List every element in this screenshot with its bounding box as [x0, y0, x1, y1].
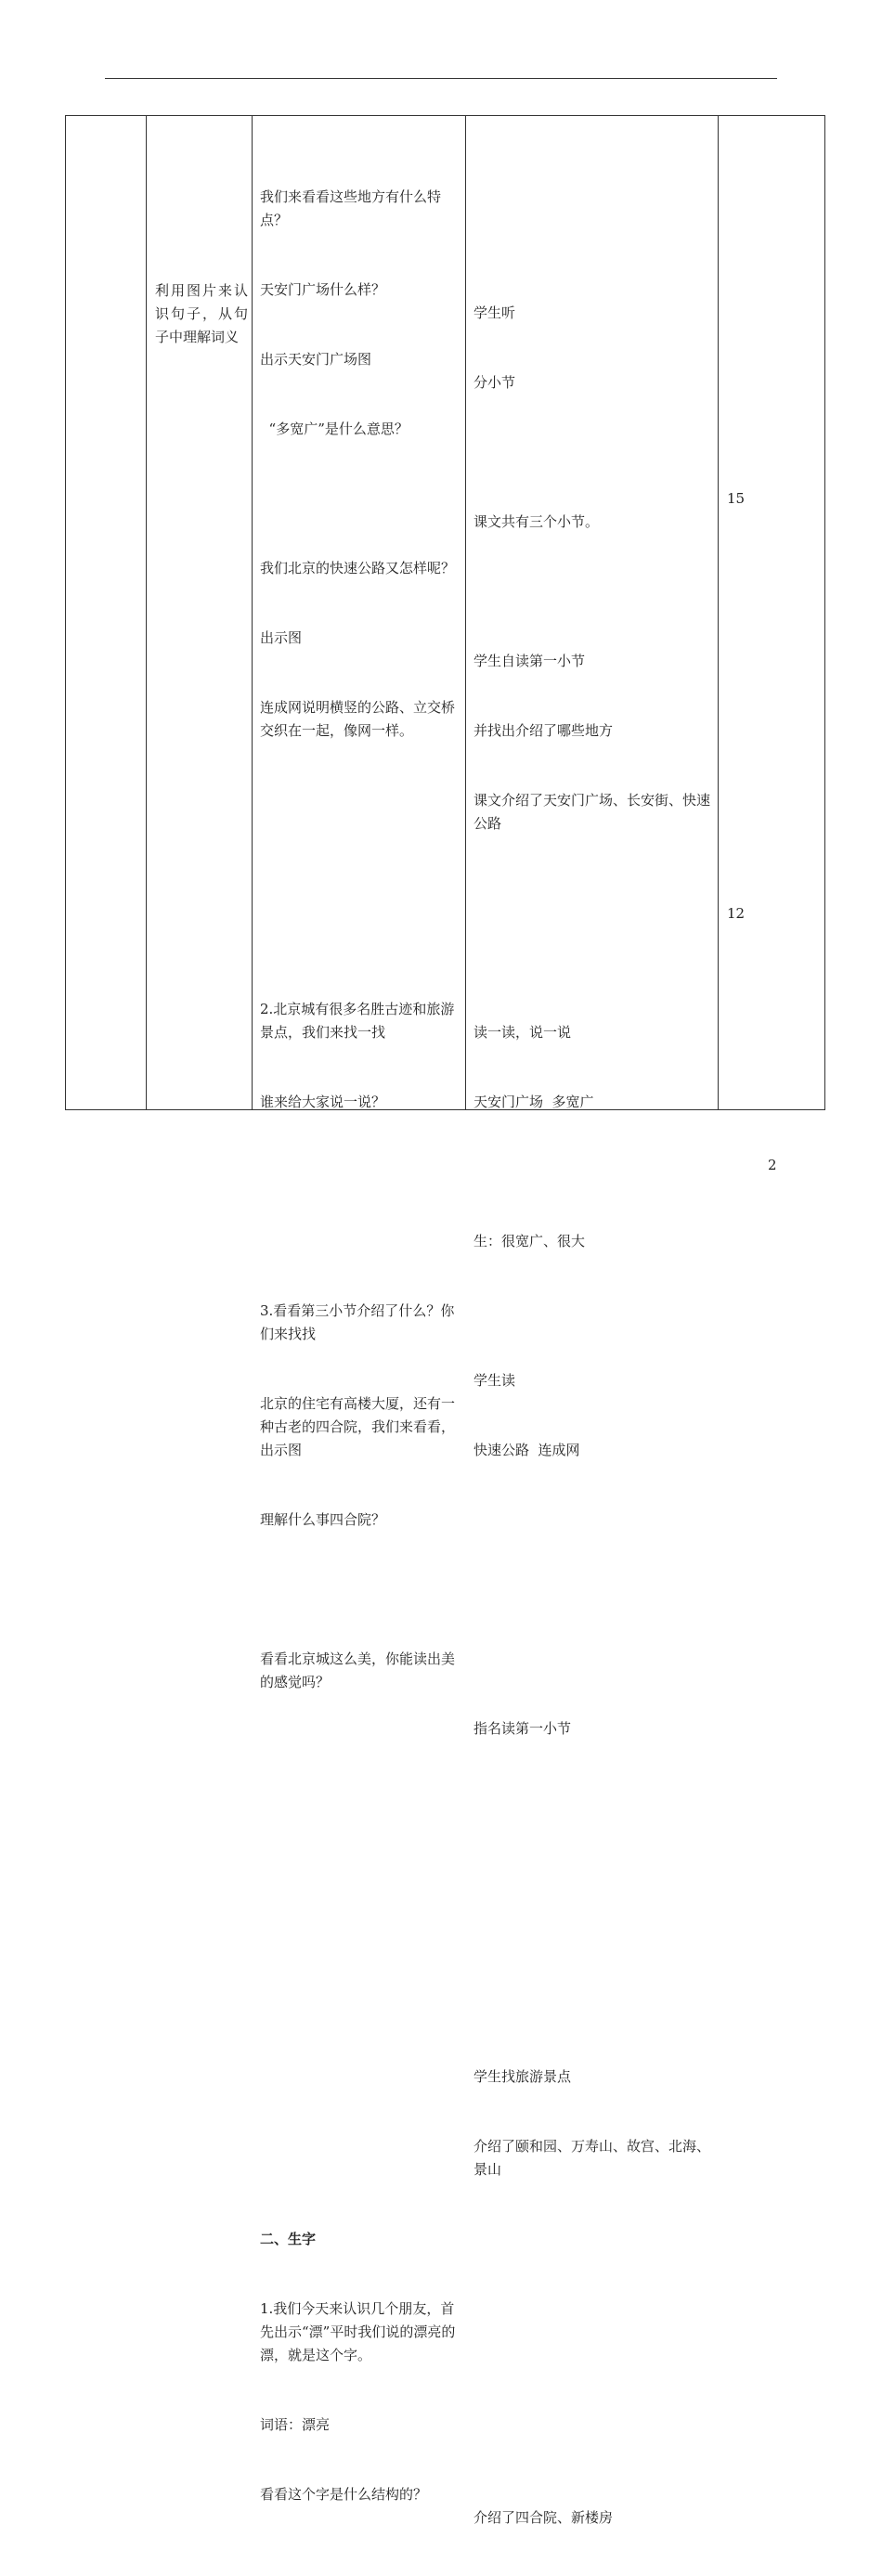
student-line: [473, 1648, 717, 1671]
teacher-line: [260, 1949, 459, 1973]
teacher-line: 北京的住宅有高楼大厦，还有一种古老的四合院，我们来看看，出示图: [260, 1395, 456, 1458]
student-line: [473, 1996, 717, 2019]
teacher-line: [260, 859, 459, 882]
minutes-value: 12: [727, 905, 746, 922]
minutes-value: 15: [727, 490, 746, 507]
teacher-line: 理解什么事四合院？: [260, 1511, 386, 1528]
student-line: 学生听: [473, 304, 516, 321]
teacher-line: [260, 487, 459, 511]
student-line: [473, 580, 717, 603]
teacher-activity-cell: [260, 139, 459, 2553]
teacher-line: [260, 2158, 459, 2181]
student-activity-cell: [473, 255, 717, 2576]
teacher-line: 出示图: [260, 629, 303, 646]
teacher-line: 3.看看第三小节介绍了什么？你们来找找: [260, 1302, 455, 1342]
teacher-line: 天安门广场什么样？: [260, 281, 386, 298]
teacher-line: [260, 1578, 459, 1601]
column-divider: [465, 116, 466, 1109]
teacher-line: “多宽广”是什么意思？: [260, 421, 409, 437]
student-line: [473, 882, 717, 905]
student-line: [473, 1160, 717, 1184]
student-line: 学生找旅游景点: [473, 2068, 572, 2085]
column-divider: [146, 116, 147, 1109]
student-line: 天安门广场 多宽广: [473, 1094, 594, 1110]
column-divider: [718, 116, 719, 1109]
teacher-line: 我们北京的快速公路又怎样呢？: [260, 560, 456, 576]
teacher-line: [260, 2019, 459, 2042]
student-line: 学生读: [473, 1372, 516, 1389]
teacher-line: 看看这个字是什么结构的？: [260, 2486, 428, 2503]
student-line: [473, 441, 717, 464]
student-line: 指名读第一小节: [473, 1720, 572, 1737]
student-line: [473, 1926, 717, 1949]
student-line: 生：很宽广、很大: [473, 1233, 586, 1249]
student-line: 介绍了颐和园、万寿山、故宫、北海、景山: [473, 2138, 711, 2178]
student-line: [473, 2367, 717, 2390]
student-line: 并找出介绍了哪些地方: [473, 722, 614, 739]
section-heading: 二、生字: [260, 2231, 317, 2247]
teacher-line: 2.北京城有很多名胜古迹和旅游景点，我们来找一找: [260, 1001, 455, 1041]
teacher-line: 我们来看看这些地方有什么特点？: [260, 188, 442, 228]
teacher-line: [260, 1230, 459, 1253]
student-line: [473, 2228, 717, 2251]
student-line: [473, 2437, 717, 2460]
student-line: [473, 2298, 717, 2321]
student-line: 分小节: [473, 374, 516, 391]
teacher-line: [260, 2089, 459, 2112]
teacher-line: 谁来给大家说一说？: [260, 1094, 386, 1110]
teacher-line: [260, 789, 459, 812]
student-line: [473, 1578, 717, 1601]
teacher-line: [260, 1880, 459, 1903]
student-line: [473, 1300, 717, 1323]
student-line: 课文介绍了天安门广场、长安街、快速公路: [473, 792, 711, 832]
teacher-line: 出示天安门广场图: [260, 351, 372, 368]
student-line: [473, 1857, 717, 1880]
student-line: [473, 1787, 717, 1810]
student-line: 快速公路 连成网: [473, 1442, 580, 1458]
teacher-line: [260, 1160, 459, 1184]
lesson-plan-table: [65, 115, 825, 2526]
student-line: 介绍了四合院、新楼房: [473, 2509, 614, 2526]
header-rule: [105, 78, 777, 79]
page-number: 2: [768, 1157, 777, 1173]
teacher-line: [260, 1810, 459, 1833]
teacher-line: 1.我们今天来认识几个朋友，首先出示“漂”平时我们说的漂亮的漂，就是这个字。: [260, 2300, 456, 2363]
teacher-line: [260, 1741, 459, 1764]
student-line: [473, 1508, 717, 1532]
teaching-goal-cell: 利用图片来认识句子，从句子中理解词义: [155, 282, 248, 345]
column-divider: [252, 116, 253, 1109]
student-line: [473, 951, 717, 975]
student-line: 学生自读第一小节: [473, 653, 586, 669]
teacher-line: [260, 928, 459, 951]
student-line: 课文共有三个小节。: [473, 513, 600, 530]
student-line: 读一读，说一说: [473, 1024, 572, 1041]
teacher-line: 看看北京城这么美，你能读出美的感觉吗？: [260, 1650, 456, 1690]
teacher-line: 连成网说明横竖的公路、立交桥交织在一起，像网一样。: [260, 699, 456, 739]
teacher-line: 词语：漂亮: [260, 2416, 331, 2433]
